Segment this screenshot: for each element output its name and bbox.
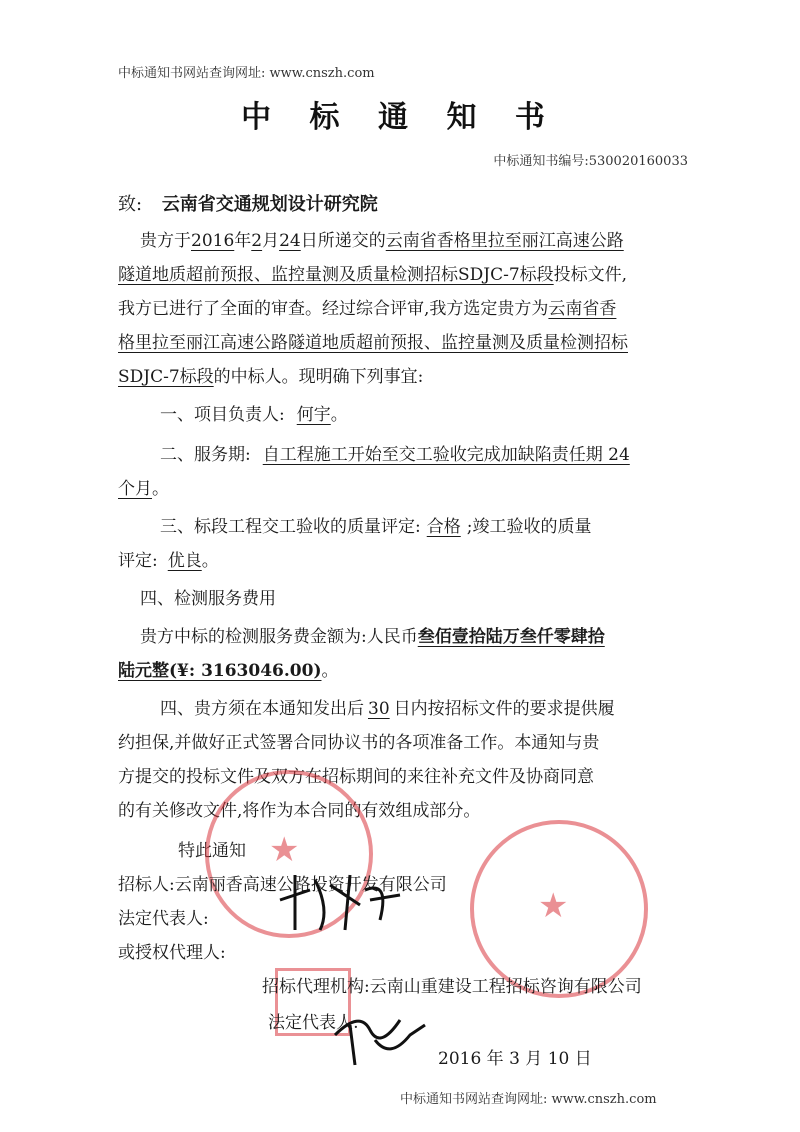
header-query-site: 中标通知书网站查询网址: www.cnszh.com bbox=[118, 66, 375, 81]
agency-seal: ★ bbox=[470, 820, 648, 998]
para5-line4: 的有关修改文件,将作为本合同的有效组成部分。 bbox=[118, 801, 481, 821]
para1-line5: SDJC-7标段的中标人。现明确下列事宜: bbox=[118, 367, 424, 387]
tenderer-seal: ★ bbox=[205, 770, 373, 938]
item2-service-period-cont: 个月。 bbox=[118, 479, 169, 499]
footer-query-site: 中标通知书网站查询网址: www.cnszh.com bbox=[400, 1092, 657, 1107]
closing-text: 特此通知 bbox=[178, 841, 246, 861]
addressee-line bbox=[118, 190, 378, 216]
tenderer-signature bbox=[270, 860, 410, 940]
item4-title: 四、检测服务费用 bbox=[140, 589, 276, 609]
addressee-name: 云南省交通规划设计研究院 bbox=[161, 194, 378, 215]
issue-date: 2016 年 3 月 10 日 bbox=[438, 1049, 592, 1069]
para5-line2: 约担保,并做好正式签署合同协议书的各项准备工作。本通知与贵 bbox=[118, 733, 600, 753]
para1-line4: 格里拉至丽江高速公路隧道地质超前预报、监控量测及质量检测招标 bbox=[118, 333, 628, 353]
agency-legal-rep-line: 法定代表人: bbox=[268, 1013, 359, 1033]
fee-line2: 陆元整(¥: 3163046.00)。 bbox=[118, 661, 339, 681]
page-title: 中 标 通 知 书 bbox=[241, 100, 559, 135]
fee-line1: 贵方中标的检测服务费金额为:人民币叁佰壹拾陆万叁仟零肆拾 bbox=[140, 627, 605, 647]
item2-service-period: 二、服务期: 自工程施工开始至交工验收完成加缺陷责任期 24 bbox=[160, 445, 630, 465]
addressee-prefix: 致: bbox=[118, 194, 143, 215]
item1-project-leader: 一、项目负责人: 何宇。 bbox=[160, 405, 348, 425]
para1-line2: 隧道地质超前预报、监控量测及质量检测招标SDJC-7标段投标文件, bbox=[118, 265, 628, 285]
item3-quality-cont: 评定: 优良。 bbox=[118, 551, 219, 571]
authorized-agent-line: 或授权代理人: bbox=[118, 943, 226, 963]
notice-number: 中标通知书编号:530020160033 bbox=[493, 154, 688, 169]
para5-line1: 四、贵方须在本通知发出后 30 日内按招标文件的要求提供履 bbox=[160, 699, 615, 719]
agency-signature bbox=[320, 1000, 440, 1070]
tenderer-line: 招标人:云南丽香高速公路投资开发有限公司 bbox=[118, 875, 447, 895]
para5-line3: 方提交的投标文件及双方在招标期间的来往补充文件及协商同意 bbox=[118, 767, 594, 787]
item3-quality: 三、标段工程交工验收的质量评定: 合格 ;竣工验收的质量 bbox=[160, 517, 592, 537]
para1-line1: 贵方于2016年2月24日所递交的云南省香格里拉至丽江高速公路 bbox=[140, 231, 624, 251]
agency-line: 招标代理机构:云南山重建设工程招标咨询有限公司 bbox=[262, 977, 642, 997]
legal-rep-line: 法定代表人: bbox=[118, 909, 209, 929]
para1-line3: 我方已进行了全面的审查。经过综合评审,我方选定贵方为云南省香 bbox=[118, 299, 617, 319]
